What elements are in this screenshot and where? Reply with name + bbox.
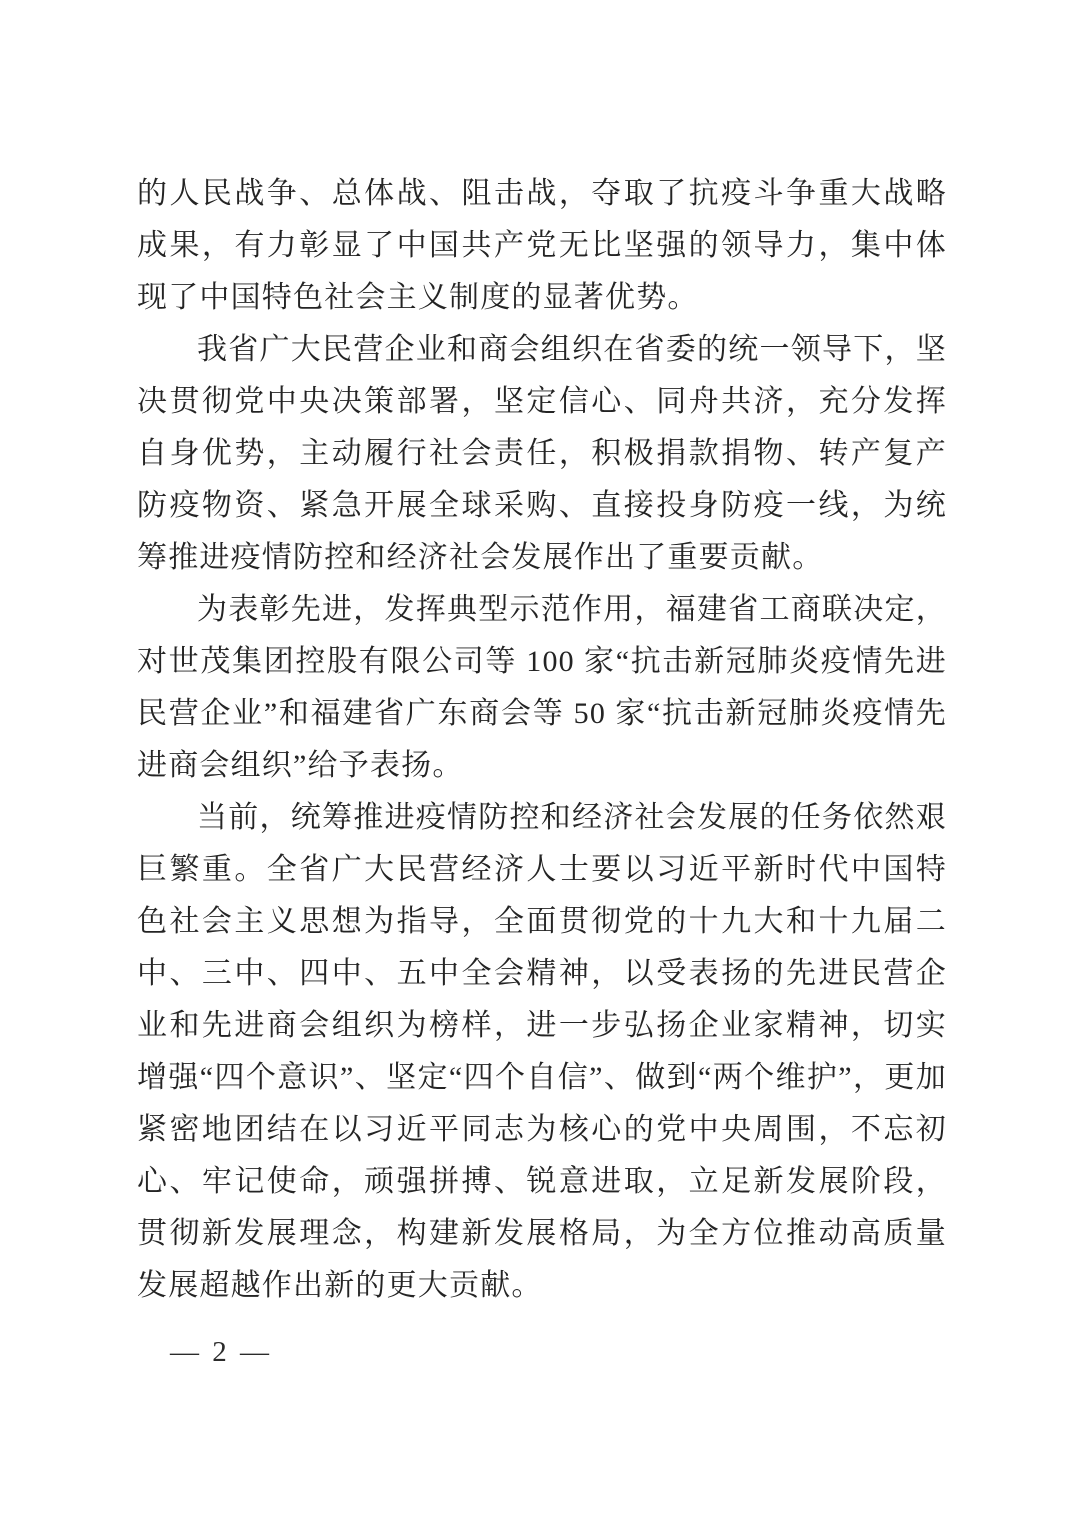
body-paragraph-4: 当前，统筹推进疫情防控和经济社会发展的任务依然艰巨繁重。全省广大民营经济人士要以习近平新时代中国特色社会主义思想为指导，全面贯彻党的十九大和十九届二中、三中、四中、五中全会精神，以受表扬的先进民营企业和先进商会组织为榜样，进一步弘扬企业家精神，切实增强“四个意识”、坚定“四个自信”、做到“两个维护”，更加紧密地团结在以习近平同志为核心的党中央周围，不忘初心、牢记使命，顽强拼搏、锐意进取，立足新发展阶段，贯彻新发展理念，构建新发展格局，为全方位推动高质量发展超越作出新的更大贡献。 — [137, 801, 947, 1302]
body-paragraph-3: 为表彰先进，发挥典型示范作用，福建省工商联决定，对世茂集团控股有限公司等 100 家“抗击新冠肺炎疫情先进民营企业”和福建省广东商会等 50 家“抗击新冠肺炎疫情先进商会组织”给予表扬。 — [137, 593, 947, 782]
body-paragraph-continuation: 的人民战争、总体战、阻击战，夺取了抗疫斗争重大战略成果，有力彰显了中国共产党无比坚强的领导力，集中体现了中国特色社会主义制度的显著优势。 — [137, 177, 947, 314]
document-body — [137, 168, 947, 1312]
page-number: — 2 — — [170, 1336, 272, 1368]
body-paragraph-2: 我省广大民营企业和商会组织在省委的统一领导下，坚决贯彻党中央决策部署，坚定信心、同舟共济，充分发挥自身优势，主动履行社会责任，积极捐款捐物、转产复产防疫物资、紧急开展全球采购、直接投身防疫一线，为统筹推进疫情防控和经济社会发展作出了重要贡献。 — [137, 333, 947, 574]
